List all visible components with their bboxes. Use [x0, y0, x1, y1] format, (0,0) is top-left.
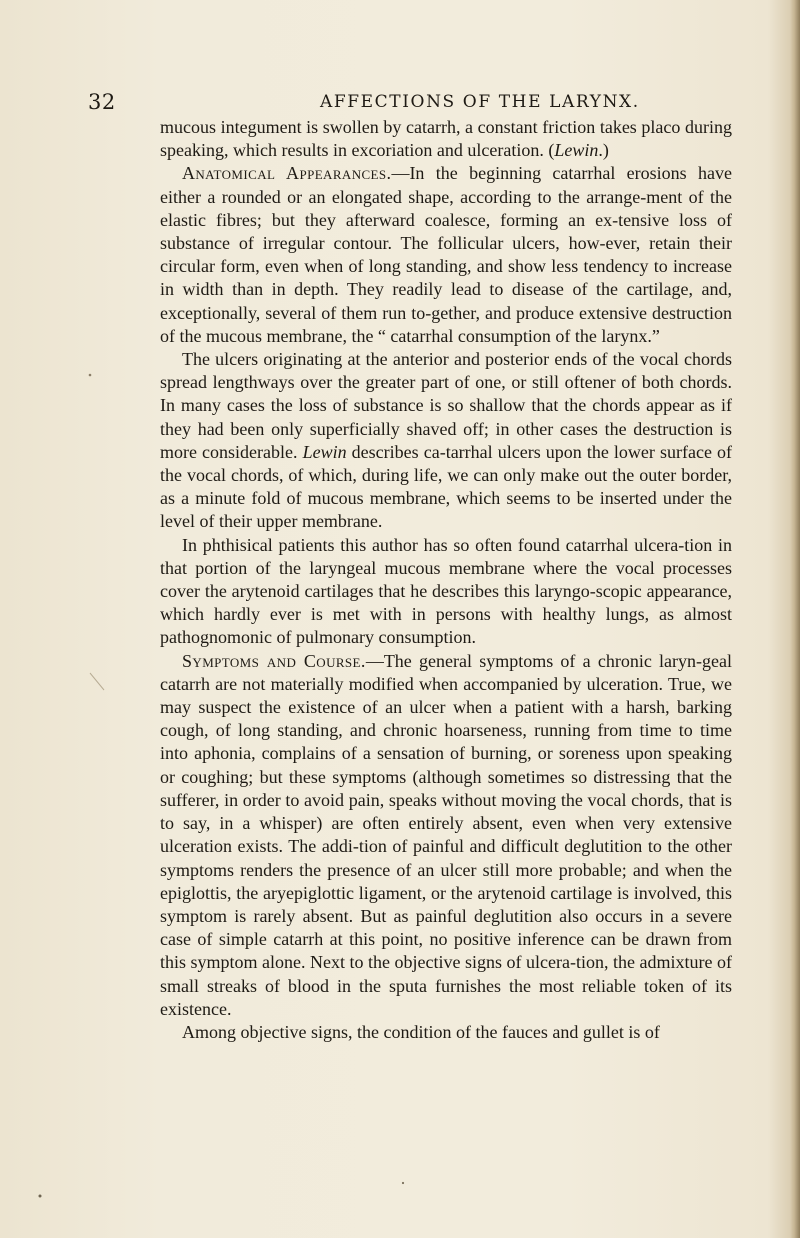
- paragraph-text: —In the beginning catarrhal erosions have either a rounded or an elongated shape, according to the arrange-ment of the elastic fibres; but they afterward coalesce, forming an ex-tensive loss of substance of irregular contour. The follicular ulcers, how-ever, retain their circular form, even when of long standing, and show less tendency to increase in width than in depth. They readily lead to disease of the cartilage, and, exceptionally, several of them run to-gether, and produce extensive destruction of the mucous membrane, the “ catarrhal consumption of the larynx.”: [160, 163, 732, 346]
- section-heading: Symptoms and Course.: [182, 650, 366, 671]
- speck: [402, 1182, 404, 1184]
- speck: [39, 1195, 42, 1198]
- speck: [89, 374, 92, 377]
- paragraph: [160, 650, 732, 1021]
- paragraph-text: In phthisical patients this author has so often found catarrhal ulcera-tion in that portion of the laryngeal mucous membrane where the vocal processes cover the arytenoid cartilages that he describes this laryngo-scopic appearance, which hardly ever is met with in persons with healthy lungs, as almost pathognomonic of pulmonary consumption.: [160, 534, 732, 648]
- section-heading: Anatomical Appearances.: [182, 163, 392, 184]
- running-head: AFFECTIONS OF THE LARYNX.: [320, 92, 640, 112]
- paragraph-text: describes ca-tarrhal ulcers upon the lower surface of the vocal chords, of which, during life, we can only make out the outer border, as a minute fold of mucous membrane, which seems to be inserted under the level of their upper membrane.: [160, 441, 732, 532]
- page-number: 32: [88, 90, 116, 114]
- speck: [90, 673, 104, 690]
- author-name: Lewin: [302, 441, 347, 462]
- paragraph-text: mucous integument is swollen by catarrh, a constant friction takes placo during speaking, which results in excoriation and ulceration. (: [160, 117, 732, 161]
- paragraph-text: .): [598, 140, 609, 161]
- body-text: [160, 116, 732, 1044]
- paragraph: [160, 348, 732, 534]
- paragraph-text: —The general symptoms of a chronic laryn-geal catarrh are not materially modified when accompanied by ulceration. True, we may suspect the existence of an ulcer when a patient with a harsh, barking cough, of long standing, and chronic hoarseness, running from time to time into aphonia, complains of a sensation of burning, or soreness upon speaking or coughing; but these symptoms (although sometimes so distressing that the sufferer, in order to avoid pain, speaks without moving the vocal chords, that is to say, in a whisper) are often entirely absent, even when very extensive ulceration exists. The addi-tion of painful and difficult deglutition to the other symptoms renders the presence of an ulcer still more probable; and when the epiglottis, the aryepiglottic ligament, or the arytenoid cartilage is involved, this symptom is rarely absent. But as painful deglutition also occurs in a severe case of simple catarrh at this point, no positive inference can be drawn from this symptom alone. Next to the objective signs of ulcera-tion, the admixture of small streaks of blood in the sputa furnishes the most reliable token of its existence.: [160, 650, 732, 1019]
- paragraph: [160, 534, 732, 650]
- paragraph-text: Among objective signs, the condition of the fauces and gullet is of: [182, 1021, 660, 1042]
- paragraph: [160, 162, 732, 348]
- paragraph: [160, 116, 732, 162]
- paragraph: [160, 1021, 732, 1044]
- author-name: Lewin: [554, 140, 599, 161]
- paragraph-text: The ulcers originating at the anterior and posterior ends of the vocal chords spread lengthways over the greater part of one, or still oftener of both chords. In many cases the loss of substance is so shallow that the chords appear as if they had been only superficially shaved off; in other cases the destruction is more considerable.: [160, 349, 732, 462]
